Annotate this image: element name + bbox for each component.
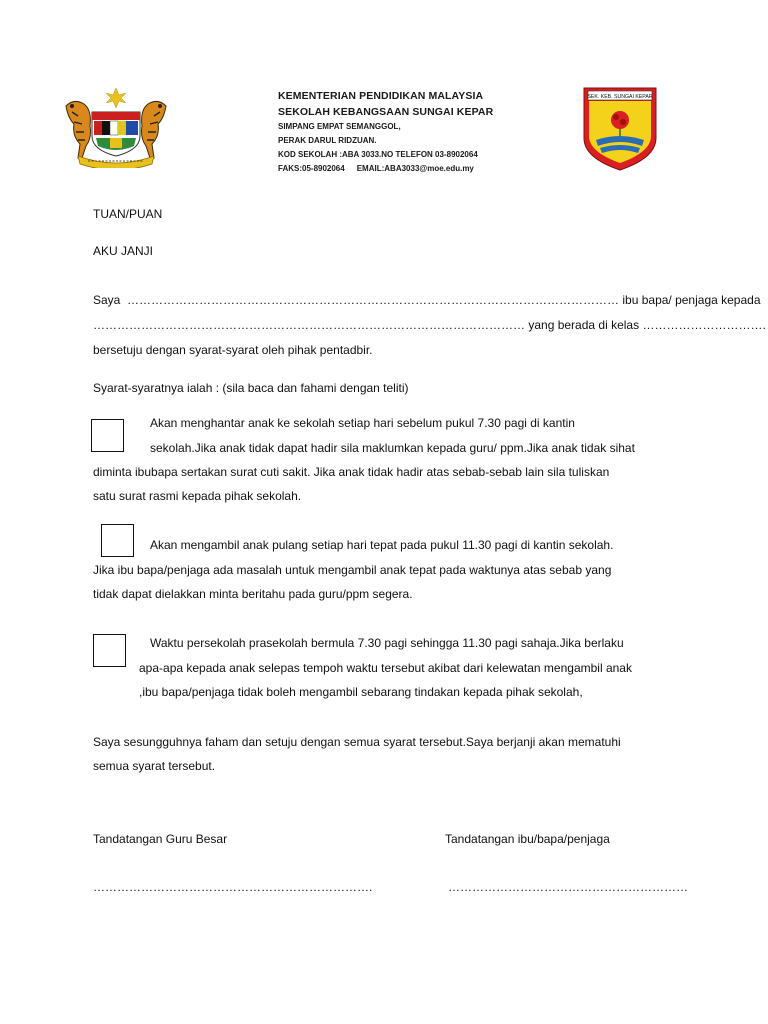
condition-2-line-2: Jika ibu bapa/penjaga ada masalah untuk mengambil anak tepat pada waktunya atas sebab yang [93,563,612,577]
child-name-blank[interactable]: ……………………………………………………………………………………………… [93,318,525,332]
email-address: EMAIL:ABA3033@moe.edu.my [356,164,474,173]
letterhead [0,0,768,190]
condition-1-line-2: sekolah.Jika anak tidak dapat hadir sila maklumkan kepada guru/ ppm.Jika anak tidak sihat [150,441,635,455]
logo-banner-text: SEK. KEB. SUNGAI KEPAR [587,94,653,100]
school-code-phone: KOD SEKOLAH :ABA 3033.NO TELEFON 03-8902064 [278,150,478,159]
headmaster-signature-label: Tandatangan Guru Besar [93,832,228,846]
conditions-intro: Syarat-syaratnya ialah : (sila baca dan fahami dengan teliti) [93,381,409,395]
condition-1-line-1: Akan menghantar anak ke sekolah setiap hari sebelum pukul 7.30 pagi di kantin [150,416,575,430]
declaration-line-1 [93,292,761,308]
condition-1-checkbox[interactable] [91,419,124,452]
declaration-suffix: ibu bapa/ penjaga kepada [622,293,761,307]
school-name: SEKOLAH KEBANGSAAN SUNGAI KEPAR [278,106,494,118]
school-logo-icon [582,86,658,172]
declaration-line-3: bersetuju dengan syarat-syarat oleh pihak pentadbir. [93,343,373,357]
parent-signature-line[interactable]: …………………………………………………… [448,880,688,894]
condition-2-line-3: tidak dapat dielakkan minta beritahu pada guru/ppm segera. [93,587,413,601]
fax-email-line [278,162,568,176]
condition-3-line-3: ,ibu bapa/penjaga tidak boleh mengambil sebarang tindakan kepada pihak sekolah, [139,685,583,699]
parent-signature-label: Tandatangan ibu/bapa/penjaga [445,832,610,846]
condition-1-line-3: diminta ibubapa sertakan surat cuti sakit. Jika anak tidak hadir atas sebab-sebab lain sila tuliskan [93,465,610,479]
document-title: AKU JANJI [93,244,154,258]
address-line-1: SIMPANG EMPAT SEMANGGOL, [278,122,401,131]
class-phrase: yang berada di kelas [528,318,640,332]
class-blank[interactable]: …………………………. [642,318,766,332]
condition-3-line-1: Waktu persekolah prasekolah bermula 7.30 pagi sehingga 11.30 pagi sahaja.Jika berlaku [150,636,624,650]
condition-2-line-1: Akan mengambil anak pulang setiap hari tepat pada pukul 11.30 pagi di kantin sekolah. [150,538,614,552]
condition-1-line-4: satu surat rasmi kepada pihak sekolah. [93,489,302,503]
salutation: TUAN/PUAN [93,207,163,221]
fax-number: FAKS:05-8902064 [278,164,345,173]
condition-3-checkbox[interactable] [93,634,126,667]
headmaster-signature-line[interactable]: ……………………………………………………………. [93,880,373,894]
national-crest-icon [58,86,174,168]
condition-3-line-2: apa-apa kepada anak selepas tempoh waktu tersebut akibat dari kelewatan mengambil anak [139,661,632,675]
condition-2-checkbox[interactable] [101,524,134,557]
closing-line-1: Saya sesungguhnya faham dan setuju dengan semua syarat tersebut.Saya berjanji akan mematuhi [93,735,621,749]
parent-name-blank[interactable]: …………………………………………………………………………………………………………… [127,293,620,307]
declaration-line-2 [93,317,766,333]
address-line-2: PERAK DARUL RIDZUAN. [278,136,377,145]
letterhead-text [278,88,568,176]
ministry-name: KEMENTERIAN PENDIDIKAN MALAYSIA [278,90,484,102]
declaration-prefix: Saya [93,293,121,307]
closing-line-2: semua syarat tersebut. [93,759,216,773]
